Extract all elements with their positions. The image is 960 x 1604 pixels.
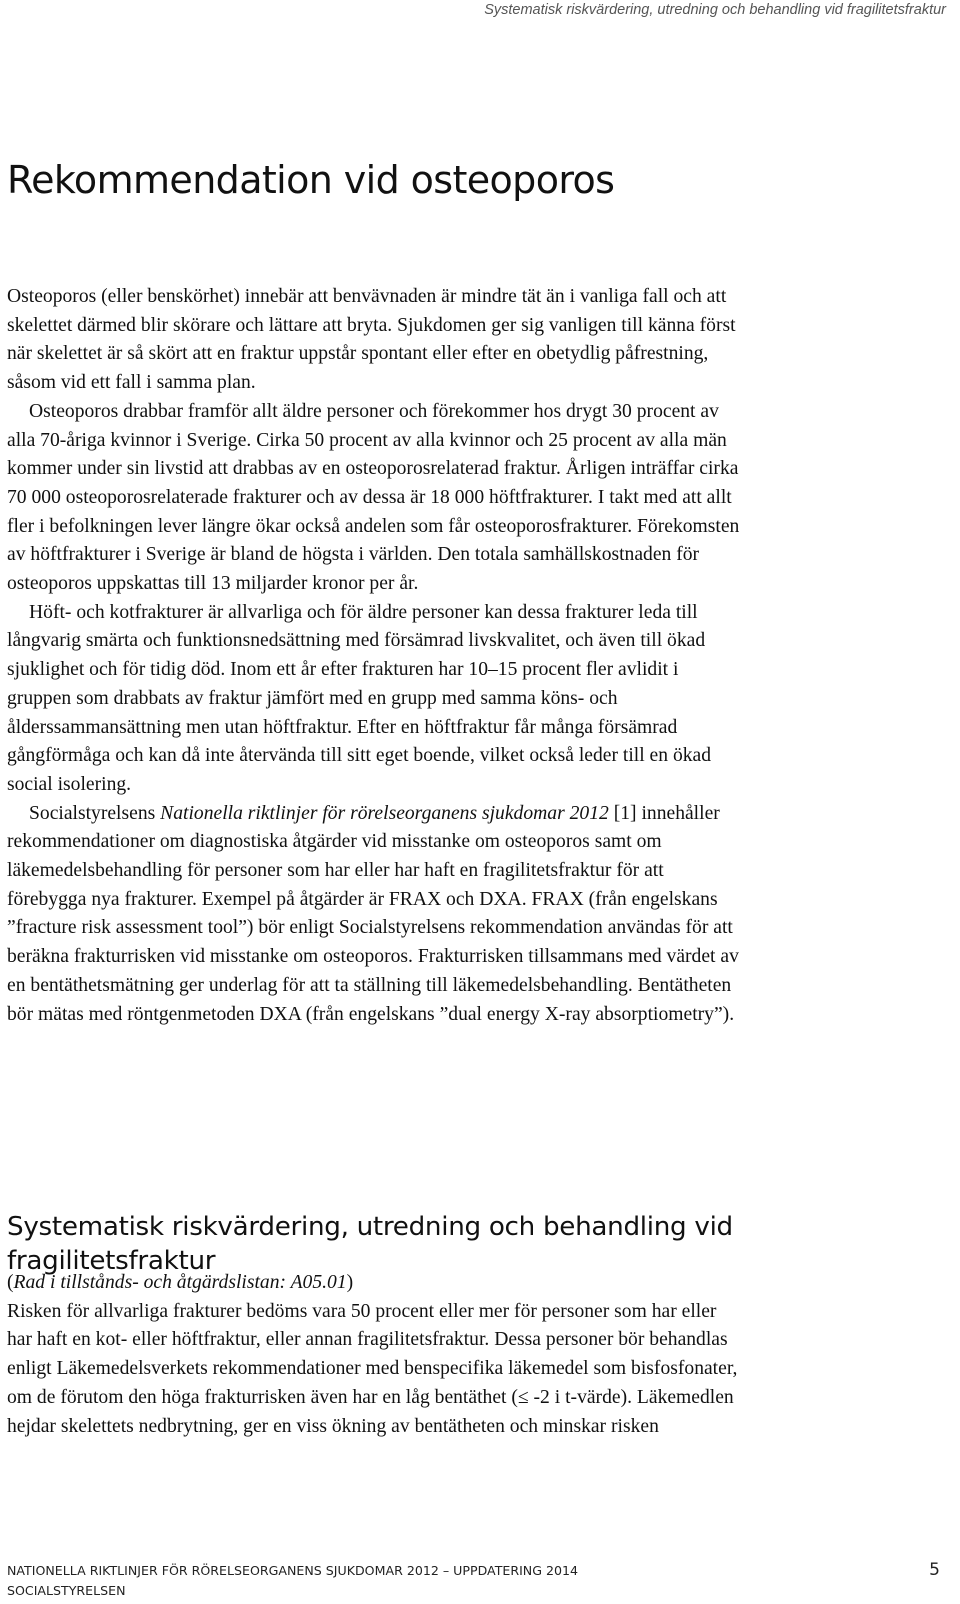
paragraph-definition: Osteoporos (eller benskörhet) innebär att benvävnaden är mindre tät än i vanliga fall och att skelettet därmed blir skörare och lättare att bryta. Sjukdomen ger sig vanligen till känna först när skelettet är så skört att en fraktur uppstår spontant eller efter en obetydlig påfrestning, såsom vid ett fall i samma plan. (7, 286, 736, 394)
footer-publication: NATIONELLA RIKTLINJER FÖR RÖRELSEORGANENS SJUKDOMAR 2012 – UPPDATERING 2014 (7, 1563, 579, 1578)
section-reference-label: Rad i tillstånds- och åtgärdslistan: A05.01 (13, 1272, 347, 1293)
page-number: 5 (929, 1560, 940, 1580)
page-footer (7, 1560, 940, 1601)
guideline-text: [1] innehåller rekommendationer om diagnostiska åtgärder vid misstanke om osteoporos samt om läkemedelsbehandling för personer som har eller har haft en fragilitetsfraktur för att förebygga nya frakturer. Exempel på åtgärder är FRAX och DXA. FRAX (från engelskans ”fracture risk assessment tool”) bör enligt Socialstyrelsens rekommendation användas för att beräkna frakturrisken vid misstanke om osteoporos. Frakturrisken tillsammans med värdet av en bentäthetsmätning ger underlag för att ta ställning till läkemedelsbehandling. Bentätheten bör mätas med röntgenmetoden DXA (från engelskans ”dual energy X-ray absorptiometry”). (7, 802, 739, 1025)
guideline-title: Nationella riktlinjer för rörelseorganens sjukdomar 2012 (160, 802, 609, 824)
running-header: Systematisk riskvärdering, utredning och behandling vid fragilitetsfraktur (484, 2, 946, 18)
section-text (7, 1269, 742, 1441)
main-text (7, 283, 742, 1029)
paragraph-consequences: Höft- och kotfrakturer är allvarliga och för äldre personer kan dessa frakturer leda till långvarig smärta och funktionsnedsättning med försämrad livskvalitet, och även till ökad sjuklighet och för tidig död. Inom ett år efter frakturen har 10–15 procent fler avlidit i gruppen som drabbats av fraktur jämfört med en grupp med samma köns- och ålderssammansättning men utan höftfraktur. Efter en höftfraktur får många försämrad gångförmåga och kan då inte återvända till sitt eget boende, vilket också leder till en ökad social isolering. (7, 601, 712, 795)
paragraph-guidelines (7, 800, 742, 1030)
page-title: Rekommendation vid osteoporos (7, 158, 615, 202)
paragraph-prevalence: Osteoporos drabbar framför allt äldre personer och förekommer hos drygt 30 procent av alla 70-åriga kvinnor i Sverige. Cirka 50 procent av alla kvinnor och 25 procent av alla män kommer under sin livstid att drabbas av en osteoporosrelaterad fraktur. Årligen inträffar cirka 70 000 osteoporosrelaterade frakturer och av dessa är 18 000 höftfrakturer. I takt med att allt fler i befolkningen lever längre ökar också andelen som får osteoporosfrakturer. Förekomsten av höftfrakturer i Sverige är bland de högsta i världen. Den totala samhällskostnaden för osteoporos uppskattas till 13 miljarder kronor per år. (7, 400, 740, 595)
paragraph-risk: Risken för allvarliga frakturer bedöms vara 50 procent eller mer för personer som har eller har haft en kot- eller höftfraktur, eller annan fragilitetsfraktur. Dessa personer bör behandlas enligt Läkemedelsverkets rekommendationer med benspecifika läkemedel som bisfosfonater, om de förutom den höga frakturrisken även har en låg bentäthet (≤ -2 i t-värde). Läkemedlen hejdar skelettets nedbrytning, ger en viss ökning av bentätheten och minskar risken (7, 1300, 738, 1437)
section-heading: Systematisk riskvärdering, utredning och behandling vid fragilitetsfraktur (7, 1212, 733, 1276)
guideline-prefix: Socialstyrelsens (29, 802, 161, 824)
section-reference: (Rad i tillstånds- och åtgärdslistan: A05.01) (7, 1272, 354, 1293)
footer-publisher: SOCIALSTYRELSEN (7, 1583, 126, 1598)
